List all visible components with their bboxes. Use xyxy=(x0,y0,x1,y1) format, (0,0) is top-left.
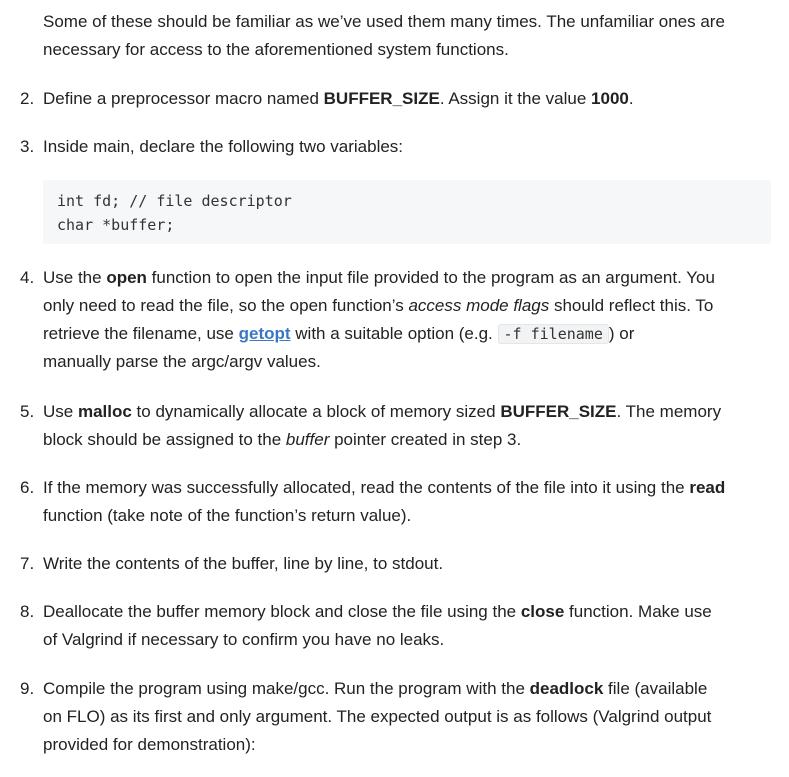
item-line xyxy=(43,474,778,502)
text-fragment: should reflect this. To xyxy=(549,296,714,315)
text-fragment: Define a preprocessor macro named xyxy=(43,89,324,108)
item-number: 2. xyxy=(20,89,35,108)
function-name: open xyxy=(106,268,147,287)
text-fragment: block should be assigned to the xyxy=(43,430,286,449)
item-text xyxy=(43,398,778,454)
intro-paragraph xyxy=(43,8,778,64)
text-fragment: Deallocate the buffer memory block and close the file using the xyxy=(43,602,521,621)
item-line xyxy=(43,320,778,348)
function-name: malloc xyxy=(77,402,132,421)
macro-name: BUFFER_SIZE xyxy=(500,402,617,421)
emphasis-text: access mode flags xyxy=(408,296,550,315)
code-line-1: int fd; // file descriptor xyxy=(57,192,292,210)
item-line: of Valgrind if necessary to confirm you have no leaks. xyxy=(43,630,445,649)
intro-line-1: Some of these should be familiar as we’ve used them many times. The unfamiliar ones are xyxy=(43,12,725,31)
item-number: 7. xyxy=(20,554,35,573)
text-fragment: Use the xyxy=(43,268,107,287)
item-line xyxy=(43,598,778,626)
text-fragment: If the memory was successfully allocated, read the contents of the file into it using the xyxy=(43,478,690,497)
function-name: read xyxy=(689,478,726,497)
function-name: close xyxy=(520,602,565,621)
item-line xyxy=(43,292,778,320)
item-text xyxy=(43,85,778,113)
text-fragment: function to open the input file provided to the program as an argument. You xyxy=(146,268,715,287)
item-number: 6. xyxy=(20,478,35,497)
item-line xyxy=(43,398,778,426)
item-number: 9. xyxy=(20,679,35,698)
macro-name: BUFFER_SIZE xyxy=(323,89,440,108)
item-line xyxy=(43,426,778,454)
text-fragment: pointer created in step 3. xyxy=(329,430,522,449)
code-line-2: char *buffer; xyxy=(57,216,175,234)
text-fragment: Compile the program using make/gcc. Run the program with the xyxy=(43,679,530,698)
text-fragment: . The memory xyxy=(616,402,722,421)
text-fragment: Use xyxy=(43,402,78,421)
text-fragment: function. Make use xyxy=(564,602,712,621)
item-text: Write the contents of the buffer, line by line, to stdout. xyxy=(43,554,444,573)
intro-line-2: necessary for access to the aforementioned system functions. xyxy=(43,40,509,59)
item-text xyxy=(43,474,778,530)
text-fragment: with a suitable option (e.g. xyxy=(290,324,498,343)
text-fragment: to dynamically allocate a block of memory sized xyxy=(131,402,501,421)
item-line: manually parse the argc/argv values. xyxy=(43,352,321,371)
text-fragment: only need to read the file, so the open function’s xyxy=(43,296,409,315)
text-fragment: . xyxy=(628,89,634,108)
file-name: deadlock xyxy=(529,679,604,698)
getopt-link[interactable]: getopt xyxy=(238,324,291,343)
item-line: provided for demonstration): xyxy=(43,735,256,754)
text-fragment: retrieve the filename, use xyxy=(43,324,239,343)
item-line xyxy=(43,675,778,703)
item-number: 3. xyxy=(20,137,35,156)
code-block xyxy=(43,180,771,244)
text-fragment: ) or xyxy=(608,324,635,343)
emphasis-text: buffer xyxy=(285,430,330,449)
text-fragment: . Assign it the value xyxy=(439,89,592,108)
item-number: 5. xyxy=(20,402,35,421)
text-fragment: file (available xyxy=(603,679,708,698)
item-text xyxy=(43,675,778,759)
item-number: 8. xyxy=(20,602,35,621)
item-line: on FLO) as its first and only argument. The expected output is as follows (Valgrind output xyxy=(43,707,712,726)
item-text xyxy=(43,264,778,376)
inline-code: -f filename xyxy=(498,324,609,344)
item-line: function (take note of the function’s return value). xyxy=(43,506,412,525)
macro-value: 1000 xyxy=(591,89,629,108)
item-line xyxy=(43,264,778,292)
item-text: Inside main, declare the following two variables: xyxy=(43,137,404,156)
item-text xyxy=(43,598,778,654)
item-number: 4. xyxy=(20,268,35,287)
